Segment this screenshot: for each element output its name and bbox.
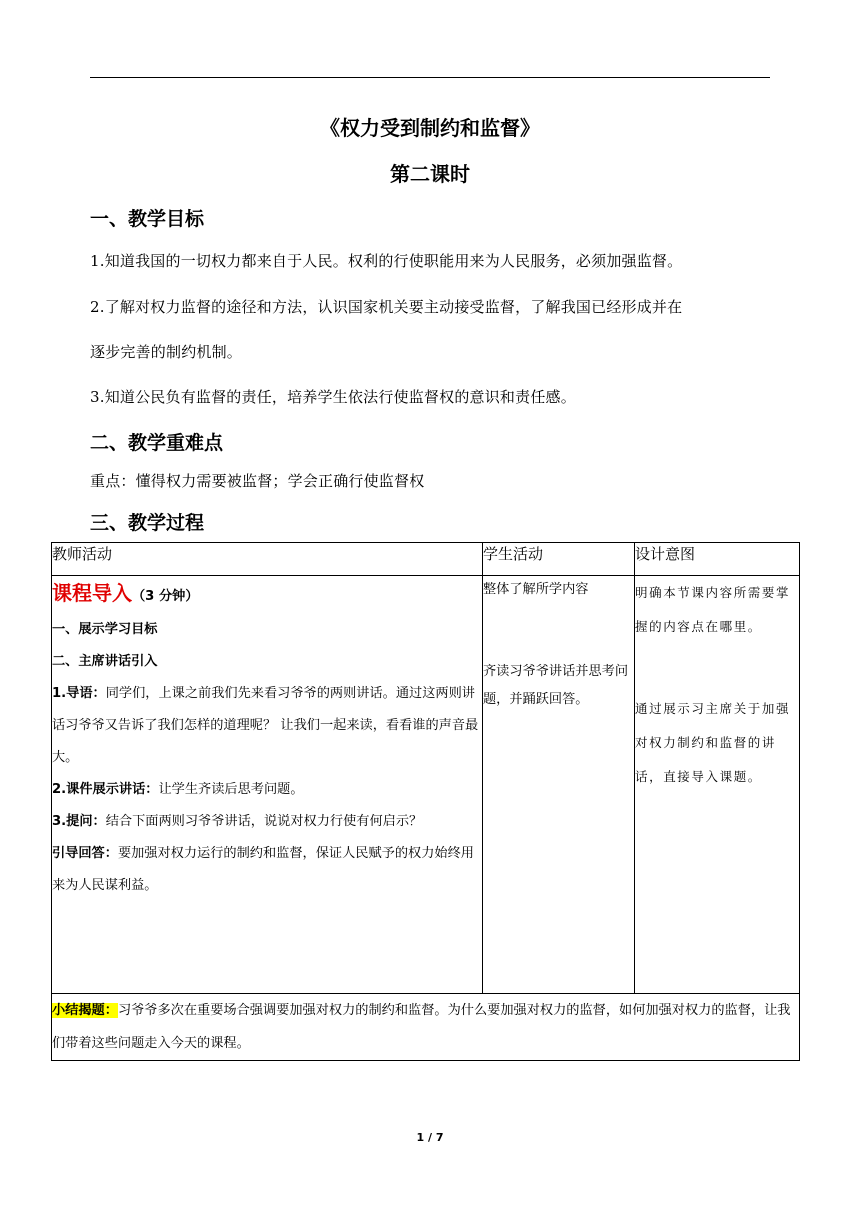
table-header-row <box>52 543 800 576</box>
key-points: 重点：懂得权力需要被监督；学会正确行使监督权 <box>90 472 425 490</box>
ask-text: 结合下面两则习爷爷讲话，说说对权力行使有何启示？ <box>105 814 423 829</box>
section-heading-goals: 一、教学目标 <box>90 208 205 230</box>
goal-line: 1.知道我国的一切权力都来自于人民。权利的行使职能用来为人民服务，必须加强监督。 <box>90 252 683 270</box>
header-student: 学生活动 <box>483 543 635 576</box>
intro-time: （3 分钟） <box>132 589 199 604</box>
summary-label: 小结揭题： <box>52 1003 118 1018</box>
student-line: 整体了解所学内容 <box>483 582 589 597</box>
design-line: 通过展示习主席关于加强对权力制约和监督的讲话，直接导入课题。 <box>635 701 791 784</box>
header-teacher: 教师活动 <box>52 543 483 576</box>
design-line: 明确本节课内容所需要掌握的内容点在哪里。 <box>635 585 791 634</box>
answer-text: 要加强对权力运行的制约和监督，保证人民赋予的权力始终用来为人民谋利益。 <box>52 846 474 893</box>
summary-cell <box>52 994 800 1061</box>
show-text: 让学生齐读后思考问题。 <box>158 782 304 797</box>
teacher-activity-cell <box>52 576 483 994</box>
show-paragraph <box>52 774 482 806</box>
goal-line: 3.知道公民负有监督的责任，培养学生依法行使监督权的意识和责任感。 <box>90 388 576 406</box>
answer-paragraph <box>52 838 482 902</box>
guide-paragraph <box>52 678 482 774</box>
ask-paragraph <box>52 806 482 838</box>
show-label: 2.课件展示讲话： <box>52 782 159 797</box>
intro-heading <box>52 576 482 614</box>
document-title: 《权力受到制约和监督》 <box>320 116 540 140</box>
page-number: 1 / 7 <box>416 1131 444 1144</box>
ask-label: 3.提问： <box>52 814 106 829</box>
student-activity-cell <box>483 576 635 994</box>
section-heading-keypoints: 二、教学重难点 <box>90 432 224 454</box>
section-heading-process: 三、教学过程 <box>90 512 205 534</box>
guide-label: 1.导语： <box>52 686 106 701</box>
goal-line: 逐步完善的制约机制。 <box>90 343 243 361</box>
summary-text: 习爷爷多次在重要场合强调要加强对权力的制约和监督。为什么要加强对权力的监督，如何加强对权力的监督，让我们带着这些问题走入今天的课程。 <box>52 1003 791 1051</box>
guide-text: 同学们，上课之前我们先来看习爷爷的两则讲话。通过这两则讲话习爷爷又告诉了我们怎样的道理呢？ 让我们一起来读，看看谁的声音最大。 <box>52 686 479 765</box>
student-line: 齐读习爷爷讲话并思考问题，并踊跃回答。 <box>483 664 629 707</box>
design-intent-cell <box>635 576 800 994</box>
summary-row <box>52 994 800 1061</box>
table-row <box>52 576 800 994</box>
answer-label: 引导回答： <box>52 846 118 861</box>
list-item: 一、展示学习目标 <box>52 622 158 637</box>
header-design: 设计意图 <box>635 543 800 576</box>
teaching-process-table <box>51 542 800 1061</box>
goal-line: 2.了解对权力监督的途径和方法，认识国家机关要主动接受监督，了解我国已经形成并在 <box>90 298 683 316</box>
list-item: 二、主席讲话引入 <box>52 654 158 669</box>
document-subtitle: 第二课时 <box>390 162 470 186</box>
intro-title: 课程导入 <box>52 581 132 605</box>
header-rule <box>90 77 770 78</box>
